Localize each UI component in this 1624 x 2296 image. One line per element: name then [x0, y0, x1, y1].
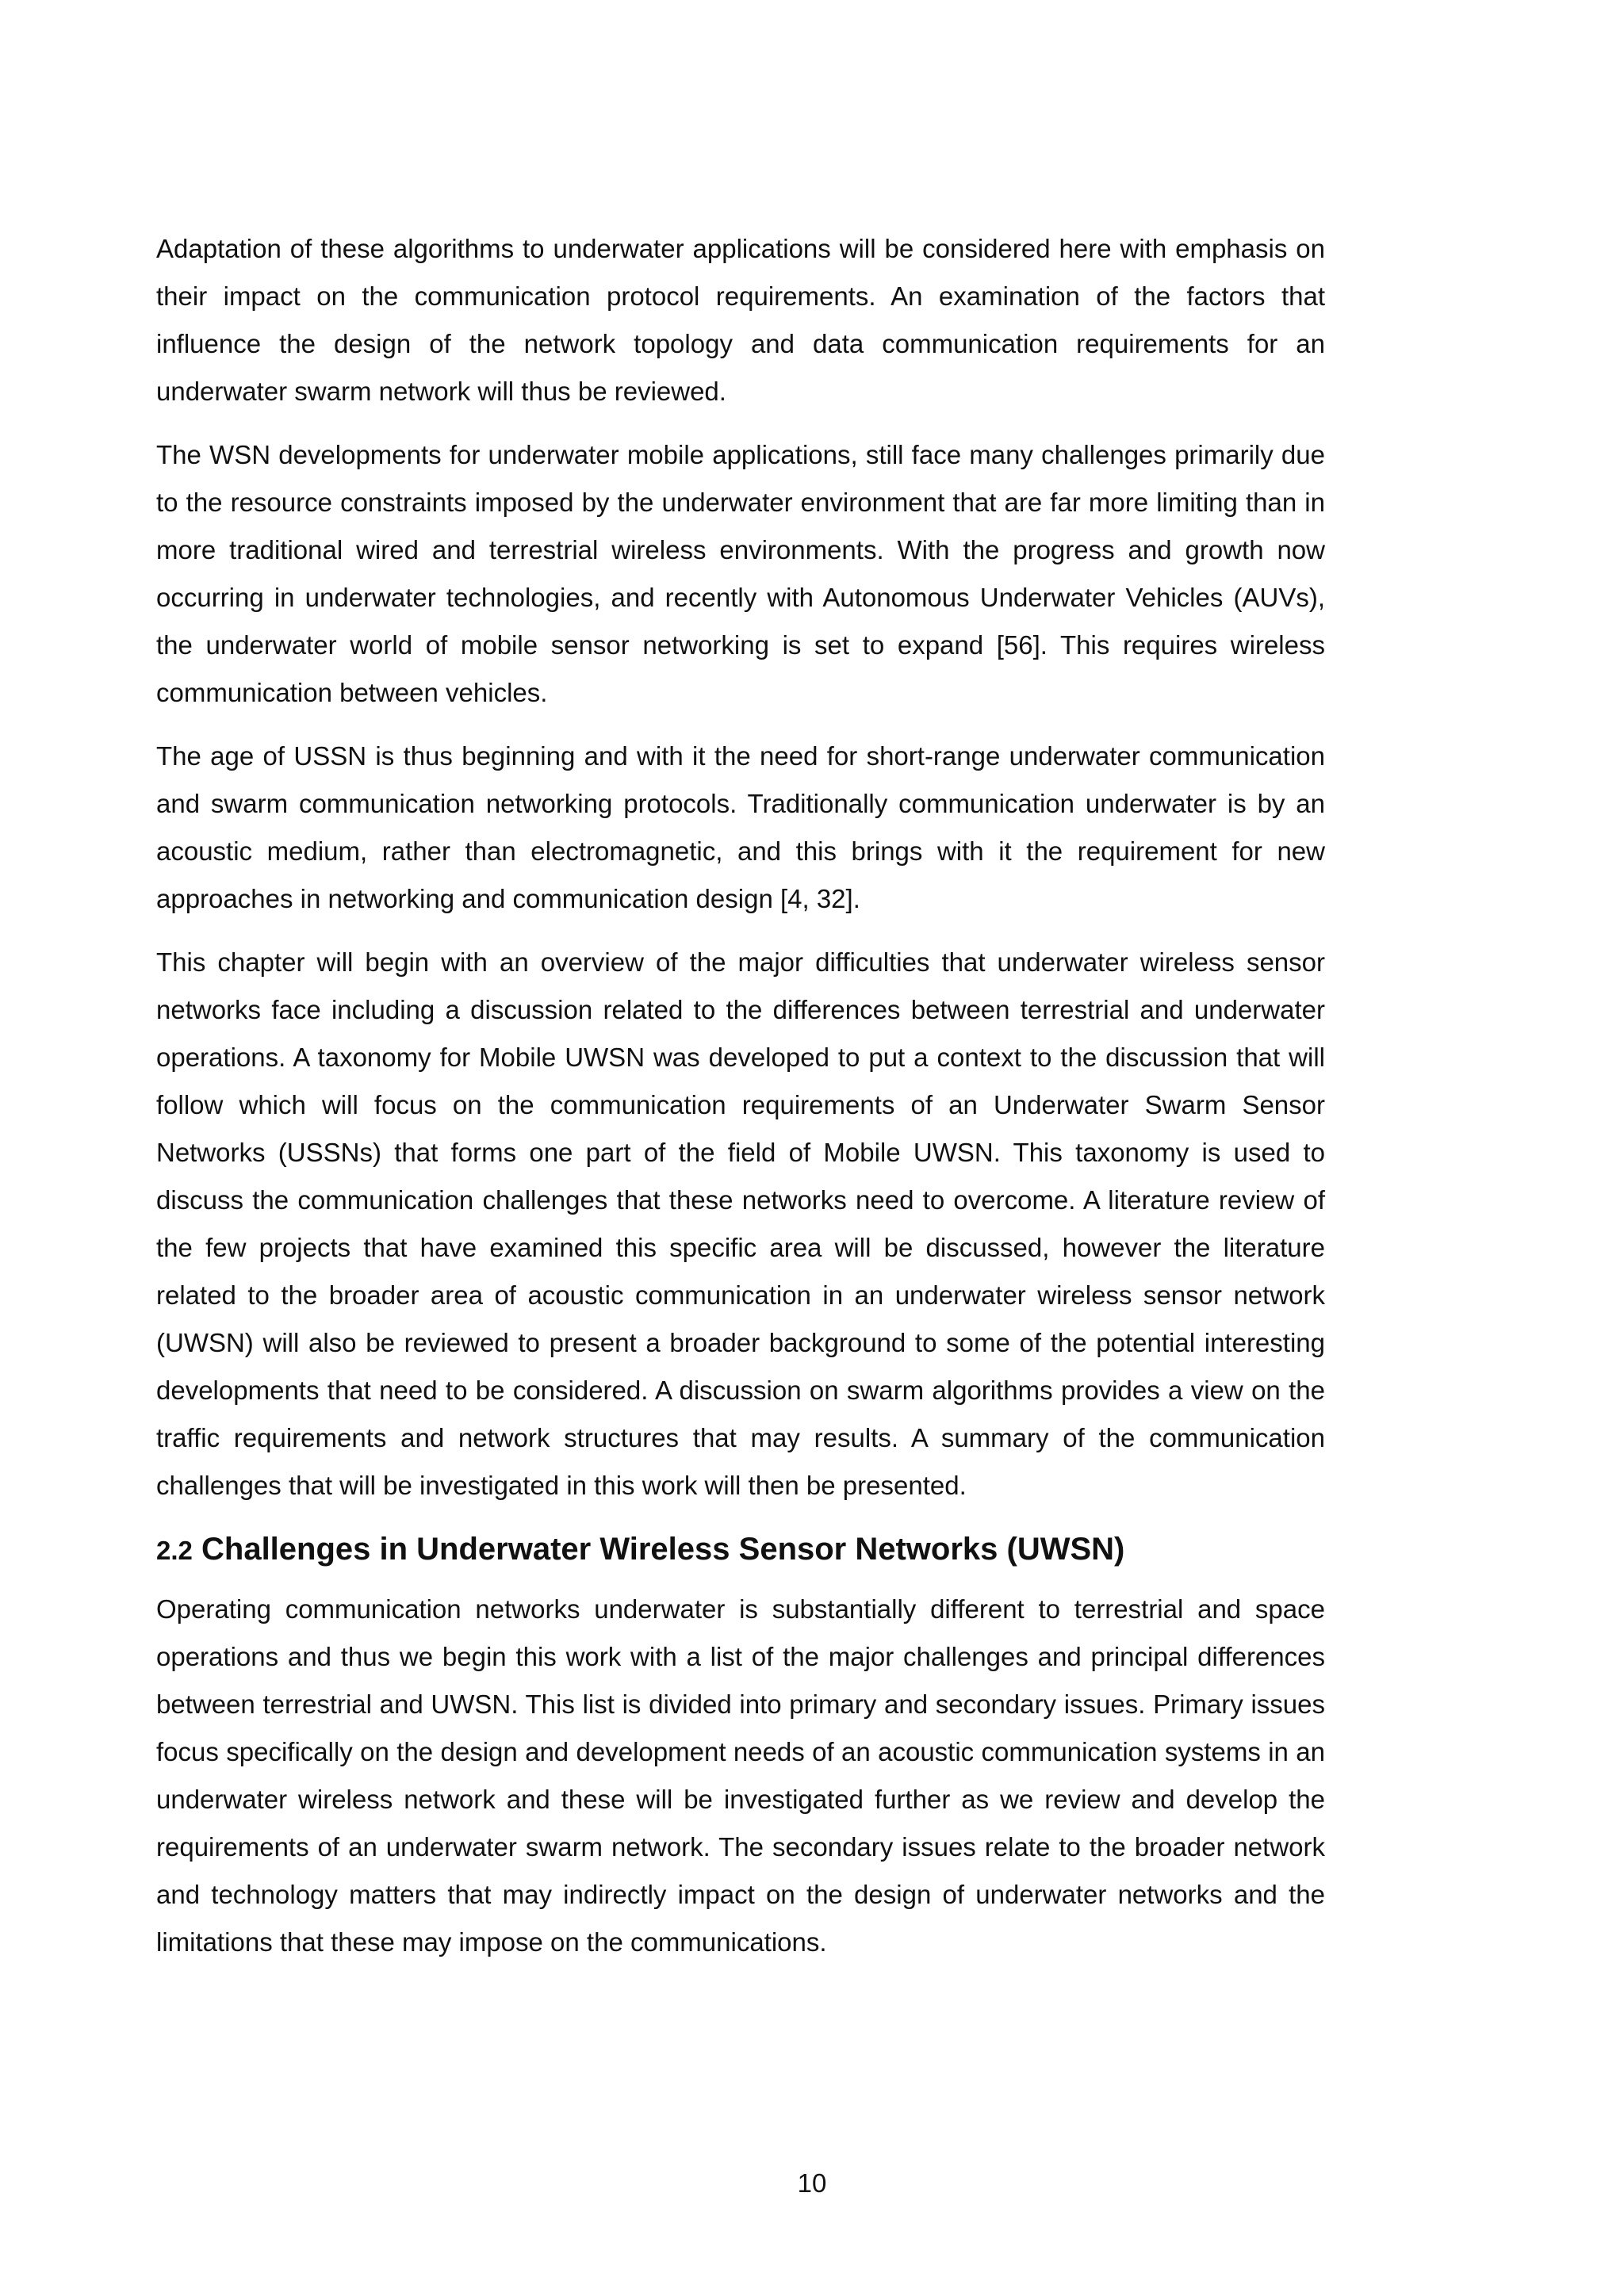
paragraph-challenges-intro: Operating communication networks underwater is substantially different to terrestrial and space operations and thus we begin this work with a list of the major challenges and principal differences between terrestrial and UWSN. This list is divided into primary and secondary issues. Primary issues focus specifically on the design and development needs of an acoustic communication systems in an underwater wireless network and these will be investigated further as we review and develop the requirements of an underwater swarm network. The secondary issues relate to the broader network and technology matters that may indirectly impact on the design of underwater networks and the limitations that these may impose on the communications. — [156, 1594, 1325, 1957]
page-number: 10 — [797, 2168, 827, 2198]
section-heading — [156, 1525, 1325, 1575]
paragraph-algorithm-adaptation: Adaptation of these algorithms to underwater applications will be considered here with emphasis on their impact on the communication protocol requirements. An examination of the factors that influence the design of the network topology and data communication requirements for an underwater swarm network will thus be reviewed. — [156, 234, 1325, 406]
paragraph-chapter-overview: This chapter will begin with an overview of the major difficulties that underwater wireless sensor networks face including a discussion related to the differences between terrestrial and underwater operations. A taxonomy for Mobile UWSN was developed to put a context to the discussion that will follow which will focus on the communication requirements of an Underwater Swarm Sensor Networks (USSNs) that forms one part of the field of Mobile UWSN. This taxonomy is used to discuss the communication challenges that these networks need to overcome. A literature review of the few projects that have examined this specific area will be discussed, however the literature related to the broader area of acoustic communication in an underwater wireless sensor network (UWSN) will also be reviewed to present a broader background to some of the potential interesting developments that need to be considered. A discussion on swarm algorithms provides a view on the traffic requirements and network structures that may results. A summary of the communication challenges that will be investigated in this work will then be presented. — [156, 947, 1325, 1500]
page-body — [156, 225, 1325, 1982]
paragraph-age-of-ussn: The age of USSN is thus beginning and with it the need for short-range underwater communication and swarm communication networking protocols. Traditionally communication underwater is by an acoustic medium, rather than electromagnetic, and this brings with it the requirement for new approaches in networking and communication design [4, 32]. — [156, 741, 1325, 913]
section-number: 2.2 — [156, 1536, 193, 1565]
paragraph-wsn-developments: The WSN developments for underwater mobile applications, still face many challenges primarily due to the resource constraints imposed by the underwater environment that are far more limiting than in more traditional wired and terrestrial wireless environments. With the progress and growth now occurring in underwater technologies, and recently with Autonomous Underwater Vehicles (AUVs), the underwater world of mobile sensor networking is set to expand [56]. This requires wireless communication between vehicles. — [156, 440, 1325, 707]
section-title: Challenges in Underwater Wireless Sensor Networks (UWSN) — [201, 1532, 1125, 1567]
